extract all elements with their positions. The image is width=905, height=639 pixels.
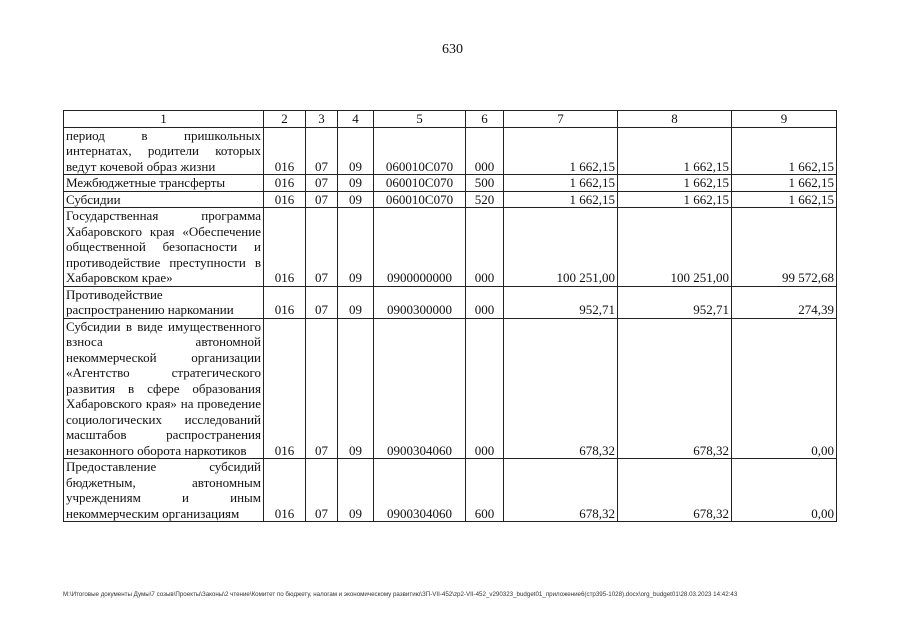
column-header: 8 [618, 111, 732, 128]
table-row [64, 459, 837, 522]
cell-code: 07 [306, 286, 338, 318]
cell-code: 09 [338, 208, 374, 287]
cell-code: 060010С070 [374, 127, 466, 175]
cell-amount: 952,71 [504, 286, 618, 318]
cell-code: 016 [264, 191, 306, 208]
cell-code: 07 [306, 208, 338, 287]
row-description: Субсидии в виде имущественного взноса автономной некоммерческой организации «Агентство стратегического развития в сфере образования Хабаровского края» на проведение социологических исследований масштабов распространения незаконного оборота наркотиков [64, 318, 264, 459]
cell-amount: 1 662,15 [618, 191, 732, 208]
budget-table [63, 110, 837, 522]
cell-amount: 1 662,15 [504, 127, 618, 175]
cell-code: 000 [466, 127, 504, 175]
cell-amount: 100 251,00 [618, 208, 732, 287]
cell-amount: 678,32 [618, 318, 732, 459]
row-description: Межбюджетные трансферты [64, 175, 264, 192]
column-header: 5 [374, 111, 466, 128]
cell-code: 09 [338, 191, 374, 208]
cell-amount: 100 251,00 [504, 208, 618, 287]
cell-code: 07 [306, 191, 338, 208]
table-row [64, 191, 837, 208]
column-header: 4 [338, 111, 374, 128]
cell-code: 060010С070 [374, 175, 466, 192]
row-description: Субсидии [64, 191, 264, 208]
cell-code: 016 [264, 175, 306, 192]
table-row [64, 208, 837, 287]
cell-code: 000 [466, 286, 504, 318]
cell-code: 07 [306, 318, 338, 459]
cell-code: 07 [306, 127, 338, 175]
cell-code: 060010С070 [374, 191, 466, 208]
cell-code: 09 [338, 175, 374, 192]
cell-amount: 0,00 [732, 459, 837, 522]
cell-code: 09 [338, 459, 374, 522]
column-header: 9 [732, 111, 837, 128]
page-number: 630 [442, 42, 463, 57]
cell-amount: 1 662,15 [618, 127, 732, 175]
cell-code: 09 [338, 286, 374, 318]
cell-amount: 1 662,15 [732, 175, 837, 192]
row-description: период в пришкольных интернатах, родители которых ведут кочевой образ жизни [64, 127, 264, 175]
cell-amount: 678,32 [504, 318, 618, 459]
file-path-footer: M:\Итоговые документы Думы\7 созыв\Проекты\Законы\2 чтение\Комитет по бюджету, налогам и экономическому развитию\ЗП-VII-452\zp2-VII-452_v290323_budget01_приложение6(стр395-1028).docx\org_budget01\28.03.2023 14:42:43 [63, 591, 738, 598]
cell-code: 000 [466, 318, 504, 459]
cell-amount: 678,32 [618, 459, 732, 522]
table-row [64, 175, 837, 192]
cell-code: 07 [306, 175, 338, 192]
cell-code: 016 [264, 318, 306, 459]
table-row [64, 318, 837, 459]
column-header: 6 [466, 111, 504, 128]
cell-amount: 1 662,15 [732, 127, 837, 175]
column-header: 3 [306, 111, 338, 128]
cell-amount: 678,32 [504, 459, 618, 522]
cell-code: 016 [264, 208, 306, 287]
cell-code: 09 [338, 318, 374, 459]
table-header-row [64, 111, 837, 128]
cell-code: 0900300000 [374, 286, 466, 318]
column-header: 2 [264, 111, 306, 128]
row-description: Противодействие распространению наркомании [64, 286, 264, 318]
table-row [64, 286, 837, 318]
column-header: 7 [504, 111, 618, 128]
cell-code: 520 [466, 191, 504, 208]
cell-amount: 1 662,15 [504, 191, 618, 208]
cell-amount: 952,71 [618, 286, 732, 318]
cell-code: 016 [264, 286, 306, 318]
cell-amount: 1 662,15 [504, 175, 618, 192]
row-description: Государственная программа Хабаровского края «Обеспечение общественной безопасности и противодействие преступности в Хабаровском крае» [64, 208, 264, 287]
cell-amount: 99 572,68 [732, 208, 837, 287]
cell-code: 0900000000 [374, 208, 466, 287]
cell-code: 500 [466, 175, 504, 192]
cell-code: 07 [306, 459, 338, 522]
cell-amount: 0,00 [732, 318, 837, 459]
cell-amount: 1 662,15 [618, 175, 732, 192]
cell-code: 600 [466, 459, 504, 522]
cell-code: 016 [264, 459, 306, 522]
cell-amount: 1 662,15 [732, 191, 837, 208]
cell-code: 000 [466, 208, 504, 287]
cell-code: 09 [338, 127, 374, 175]
cell-amount: 274,39 [732, 286, 837, 318]
cell-code: 0900304060 [374, 459, 466, 522]
column-header: 1 [64, 111, 264, 128]
cell-code: 0900304060 [374, 318, 466, 459]
row-description: Предоставление субсидий бюджетным, автономным учреждениям и иным некоммерческим организациям [64, 459, 264, 522]
cell-code: 016 [264, 127, 306, 175]
table-row [64, 127, 837, 175]
